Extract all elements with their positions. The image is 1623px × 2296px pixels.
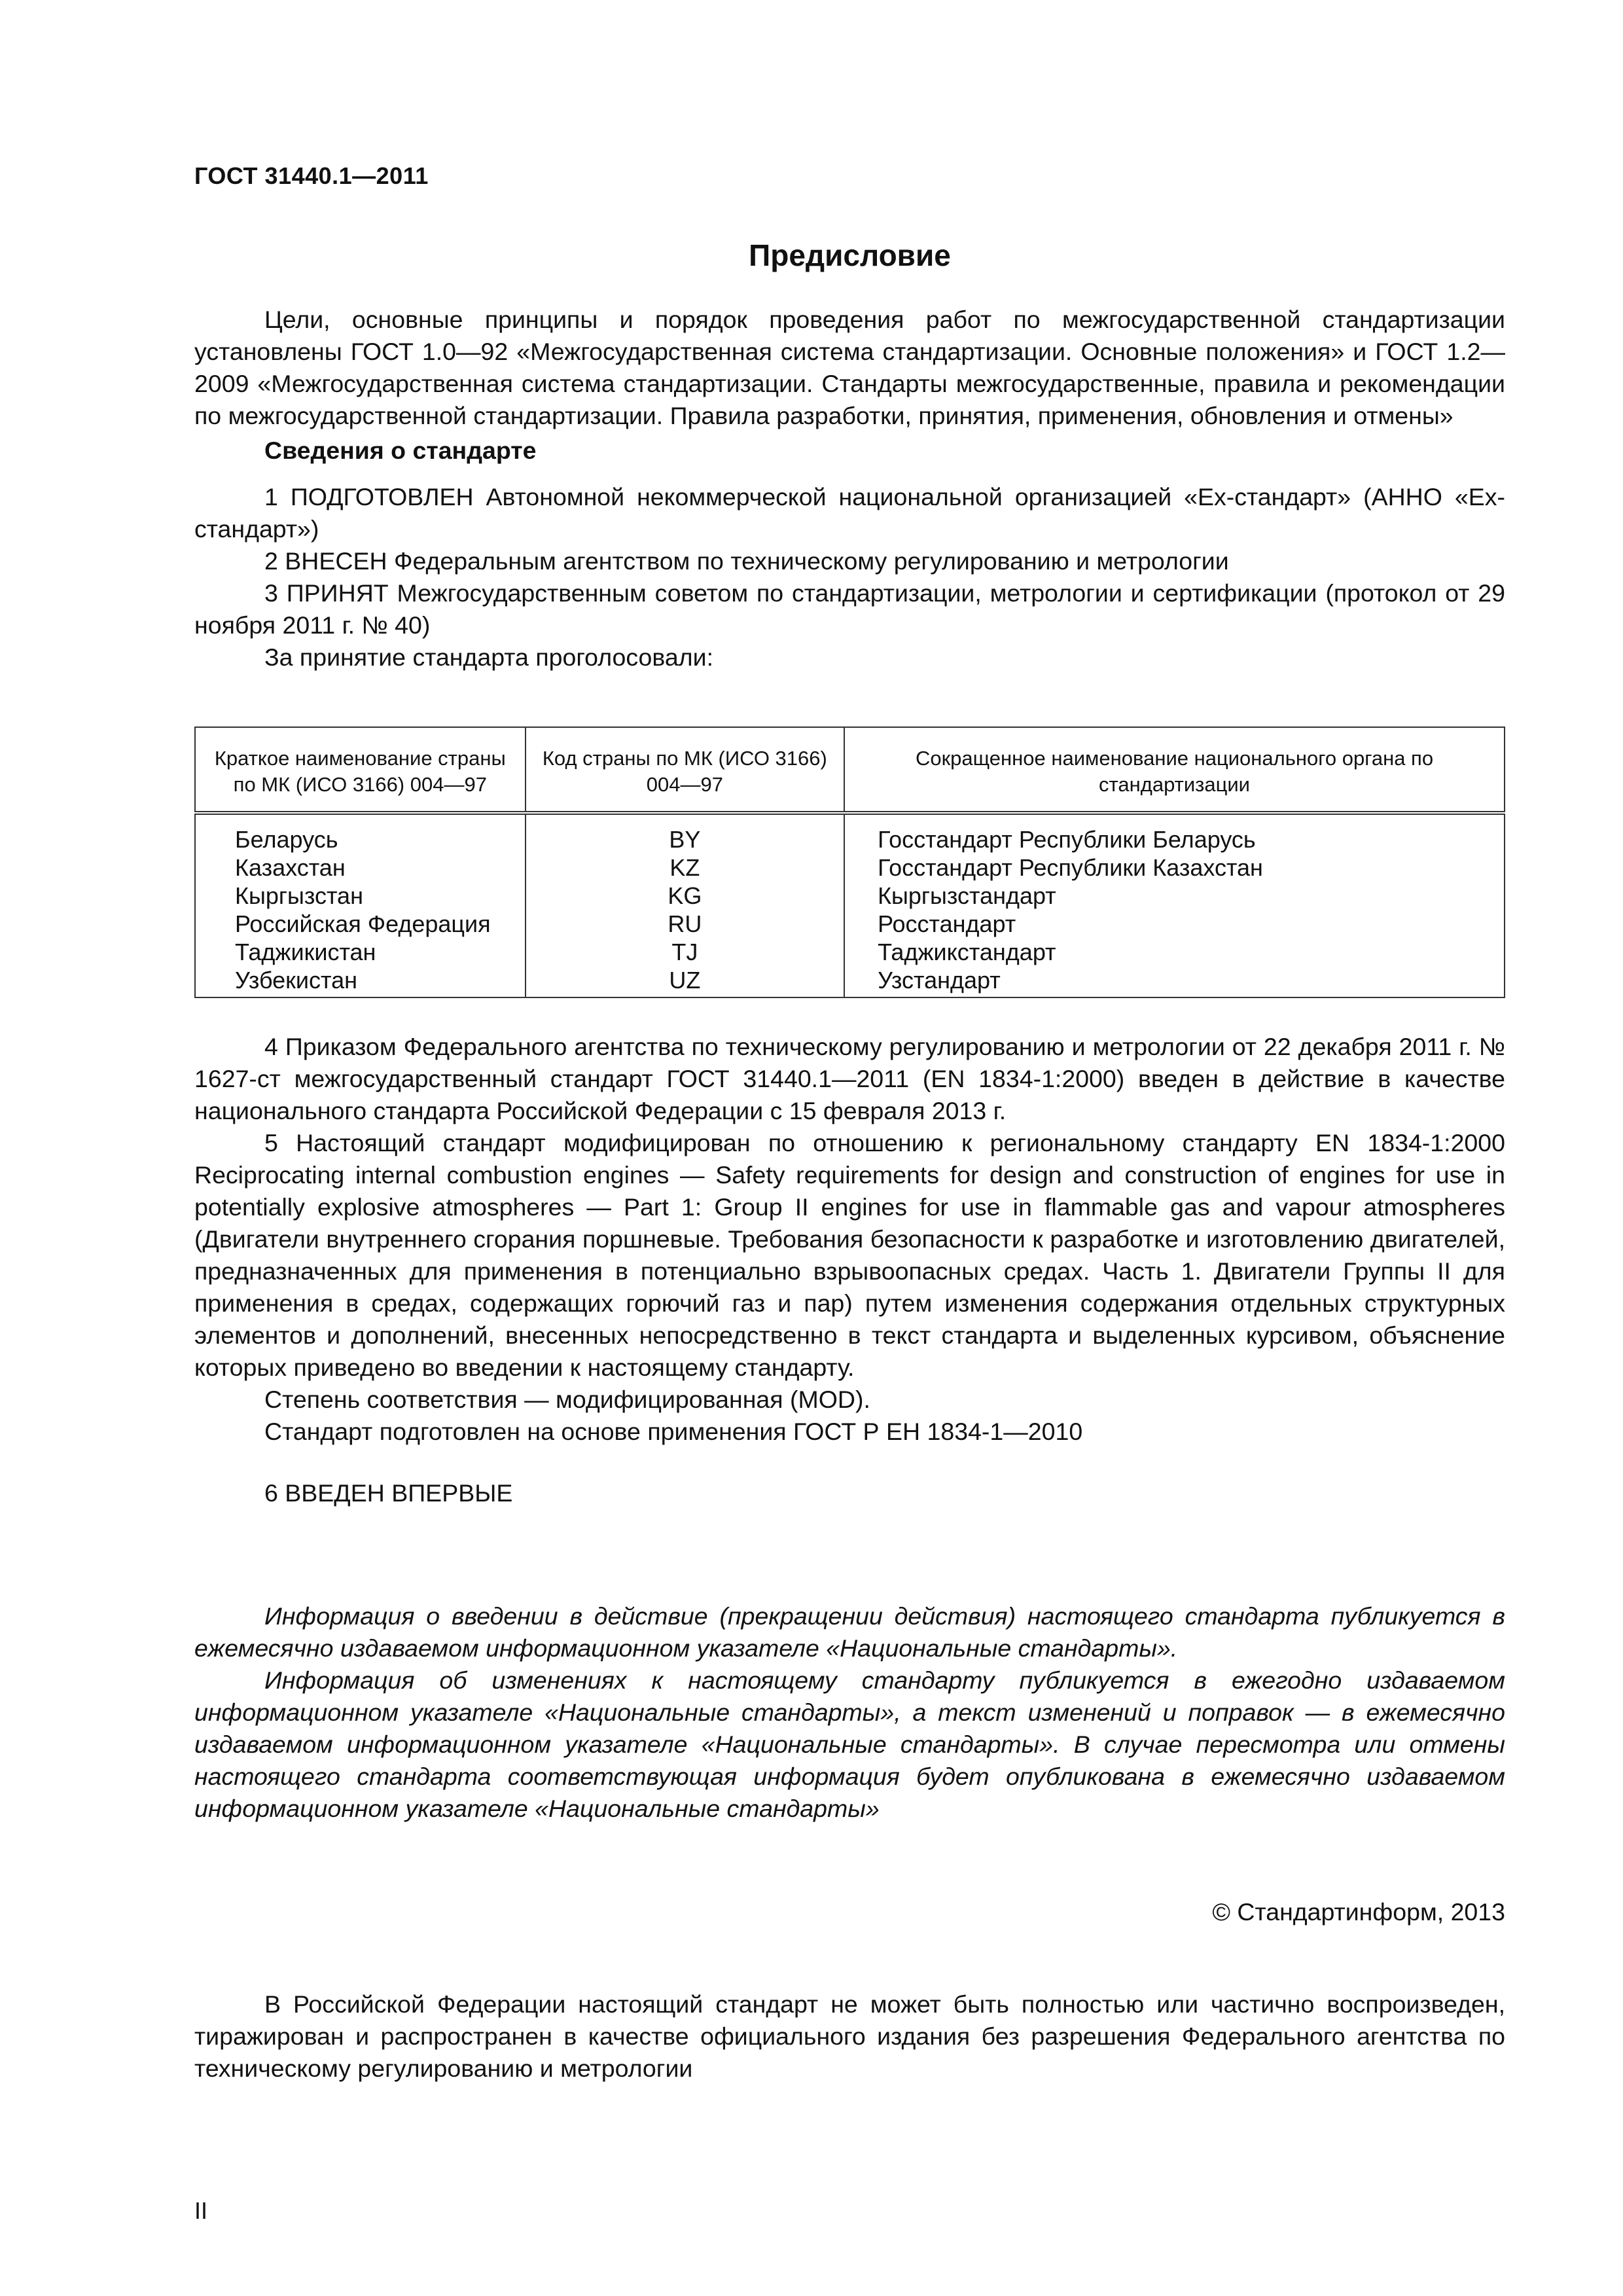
table-row [195, 853, 1505, 882]
voting-table [194, 726, 1505, 998]
header-organization: Сокращенное наименование национального органа по стандартизации [844, 727, 1505, 813]
item-2-paragraph: 2 ВНЕСЕН Федеральным агентством по техническому регулированию и метрологии [264, 547, 1229, 575]
header-code: Код страны по МК (ИСО 3166) 004—97 [526, 727, 844, 813]
country-cell: Беларусь [195, 813, 526, 853]
item-6-paragraph: 6 ВВЕДЕН ВПЕРВЫЕ [264, 1479, 513, 1507]
org-cell: Госстандарт Республики Беларусь [844, 813, 1505, 853]
item-3-paragraph: 3 ПРИНЯТ Межгосударственным советом по стандартизации, метрологии и сертификации (протокол от 29 ноября 2011 г. № 40) [194, 579, 1505, 639]
org-cell: Госстандарт Республики Казахстан [844, 853, 1505, 882]
item-1-paragraph: 1 ПОДГОТОВЛЕН Автономной некоммерческой национальной организацией «Ех-стандарт» (АННО «Ех-стандарт») [194, 483, 1505, 543]
notice-section [194, 1600, 1505, 1825]
notice-2-paragraph: Информация об изменениях к настоящему стандарту публикуется в ежегодно издаваемом информационном указателе «Национальные стандарты», а текст изменений и поправок — в ежемесячно издаваемом информационном указателе «Национальные стандарты». В случае пересмотра или отмены настоящего стандарта соответствующая информация будет опубликована в ежемесячно издаваемом информационном указателе «Национальные стандарты» [194, 1666, 1505, 1822]
page-title: Предисловие [749, 238, 951, 272]
rights-paragraph: В Российской Федерации настоящий стандарт не может быть полностью или частично воспроизведен, тиражирован и распространен в качестве официального издания без разрешения Федерального агентства по техническому регулированию и метрологии [194, 1990, 1505, 2082]
org-cell: Росстандарт [844, 910, 1505, 938]
code-cell: KG [526, 882, 844, 910]
document-page [194, 0, 1505, 2296]
country-cell: Кыргызстан [195, 882, 526, 910]
table-row [195, 966, 1505, 997]
org-cell: Узстандарт [844, 966, 1505, 997]
item-4-paragraph: 4 Приказом Федерального агентства по техническому регулированию и метрологии от 22 декабря 2011 г. № 1627-ст межгосударственный стандарт ГОСТ 31440.1—2011 (EN 1834-1:2000) введен в действие в качестве национального стандарта Российской Федерации с 15 февраля 2013 г. [194, 1033, 1505, 1124]
code-cell: RU [526, 910, 844, 938]
country-cell: Казахстан [195, 853, 526, 882]
document-header: ГОСТ 31440.1—2011 [194, 162, 429, 189]
code-cell: KZ [526, 853, 844, 882]
table-header-row [195, 727, 1505, 813]
basis-paragraph: Стандарт подготовлен на основе применения ГОСТ Р ЕН 1834-1—2010 [264, 1418, 1083, 1445]
country-cell: Российская Федерация [195, 910, 526, 938]
code-cell: BY [526, 813, 844, 853]
intro-section [194, 304, 1505, 673]
rights-section [194, 1988, 1505, 2085]
degree-paragraph: Степень соответствия — модифицированная (MOD). [264, 1386, 870, 1413]
intro-paragraph: Цели, основные принципы и порядок проведения работ по межгосударственной стандартизации установлены ГОСТ 1.0—92 «Межгосударственная система стандартизации. Основные положения» и ГОСТ 1.2—2009 «Межгосударственная система стандартизации. Стандарты межгосударственные, правила и рекомендации по межгосударственной стандартизации. Правила разработки, принятия, применения, обновления и отмены» [194, 306, 1505, 429]
code-cell: TJ [526, 938, 844, 966]
code-cell: UZ [526, 966, 844, 997]
header-country: Краткое наименование страны по МК (ИСО 3166) 004—97 [195, 727, 526, 813]
page-number: II [194, 2197, 208, 2224]
copyright-line: © Стандартинформ, 2013 [1212, 1898, 1505, 1926]
org-cell: Таджикстандарт [844, 938, 1505, 966]
country-cell: Таджикистан [195, 938, 526, 966]
table-row [195, 910, 1505, 938]
table-row [195, 938, 1505, 966]
notice-1-paragraph: Информация о введении в действие (прекращении действия) настоящего стандарта публикуется в ежемесячно издаваемом информационном указателе «Национальные стандарты». [194, 1602, 1505, 1662]
org-cell: Кыргызстандарт [844, 882, 1505, 910]
voted-label: За принятие стандарта проголосовали: [264, 643, 714, 671]
table-row [195, 813, 1505, 853]
item-5-paragraph: 5 Настоящий стандарт модифицирован по отношению к региональному стандарту EN 1834-1:2000 Reciprocating internal combustion engines — Safety requirements for design and construction of engines for use in potentially explosive atmospheres — Part 1: Group II engines for use in flammable gas and vapour atmospheres (Двигатели внутреннего сгорания поршневые. Требования безопасности к разработке и изготовлению двигателей, предназначенных для применения в потенциально взрывоопасных средах. Часть 1. Двигатели Группы II для применения в средах, содержащих горючий газ и пар) путем изменения содержания отдельных структурных элементов и дополнений, внесенных непосредственно в текст стандарта и выделенных курсивом, объяснение которых приведено во введении к настоящему стандарту. [194, 1129, 1505, 1381]
country-cell: Узбекистан [195, 966, 526, 997]
details-section [194, 1031, 1505, 1509]
table-row [195, 882, 1505, 910]
info-heading: Сведения о стандарте [264, 437, 537, 464]
